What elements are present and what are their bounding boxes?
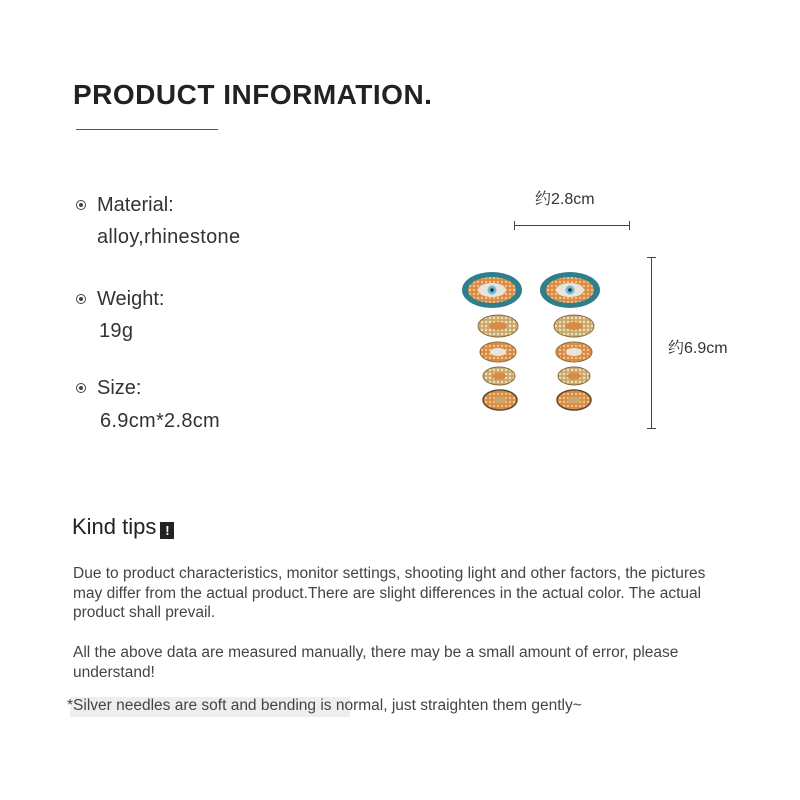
width-dimension-line (514, 225, 630, 226)
spec-label: Weight: (97, 288, 165, 310)
bullet-icon (76, 383, 86, 393)
page-title: PRODUCT INFORMATION. (73, 79, 433, 110)
height-dimension-label: 约6.9cm (668, 340, 728, 357)
earrings-image (460, 268, 610, 418)
kind-tips-heading (72, 514, 174, 540)
bullet-icon (76, 294, 86, 304)
title-underline (76, 129, 218, 130)
spec-label: Material: (97, 194, 174, 216)
spec-value: alloy,rhinestone (97, 226, 241, 248)
exclamation-icon: ! (160, 522, 174, 539)
width-dimension-label: 约2.8cm (535, 191, 595, 208)
spec-value: 6.9cm*2.8cm (100, 410, 221, 432)
disclaimer-paragraph: Due to product characteristics, monitor settings, shooting light and other factors, the pictures may differ from the actual product.There are slight differences in the actual color. The actual product shall prevail. (73, 565, 706, 621)
height-dimension-tick (647, 257, 656, 258)
width-dimension-tick (514, 221, 515, 230)
kind-tips-label: Kind tips (72, 514, 157, 539)
earring-right (540, 272, 600, 410)
spec-label: Size: (97, 377, 142, 399)
measurement-paragraph: All the above data are measured manually, there may be a small amount of error, please understand! (73, 644, 679, 681)
height-dimension-tick (647, 428, 656, 429)
width-dimension-tick (629, 221, 630, 230)
bullet-icon (76, 200, 86, 210)
height-dimension-line (651, 257, 652, 429)
spec-value: 19g (99, 320, 134, 342)
earring-left (462, 272, 522, 410)
silver-needle-note: *Silver needles are soft and bending is normal, just straighten them gently~ (67, 697, 582, 714)
